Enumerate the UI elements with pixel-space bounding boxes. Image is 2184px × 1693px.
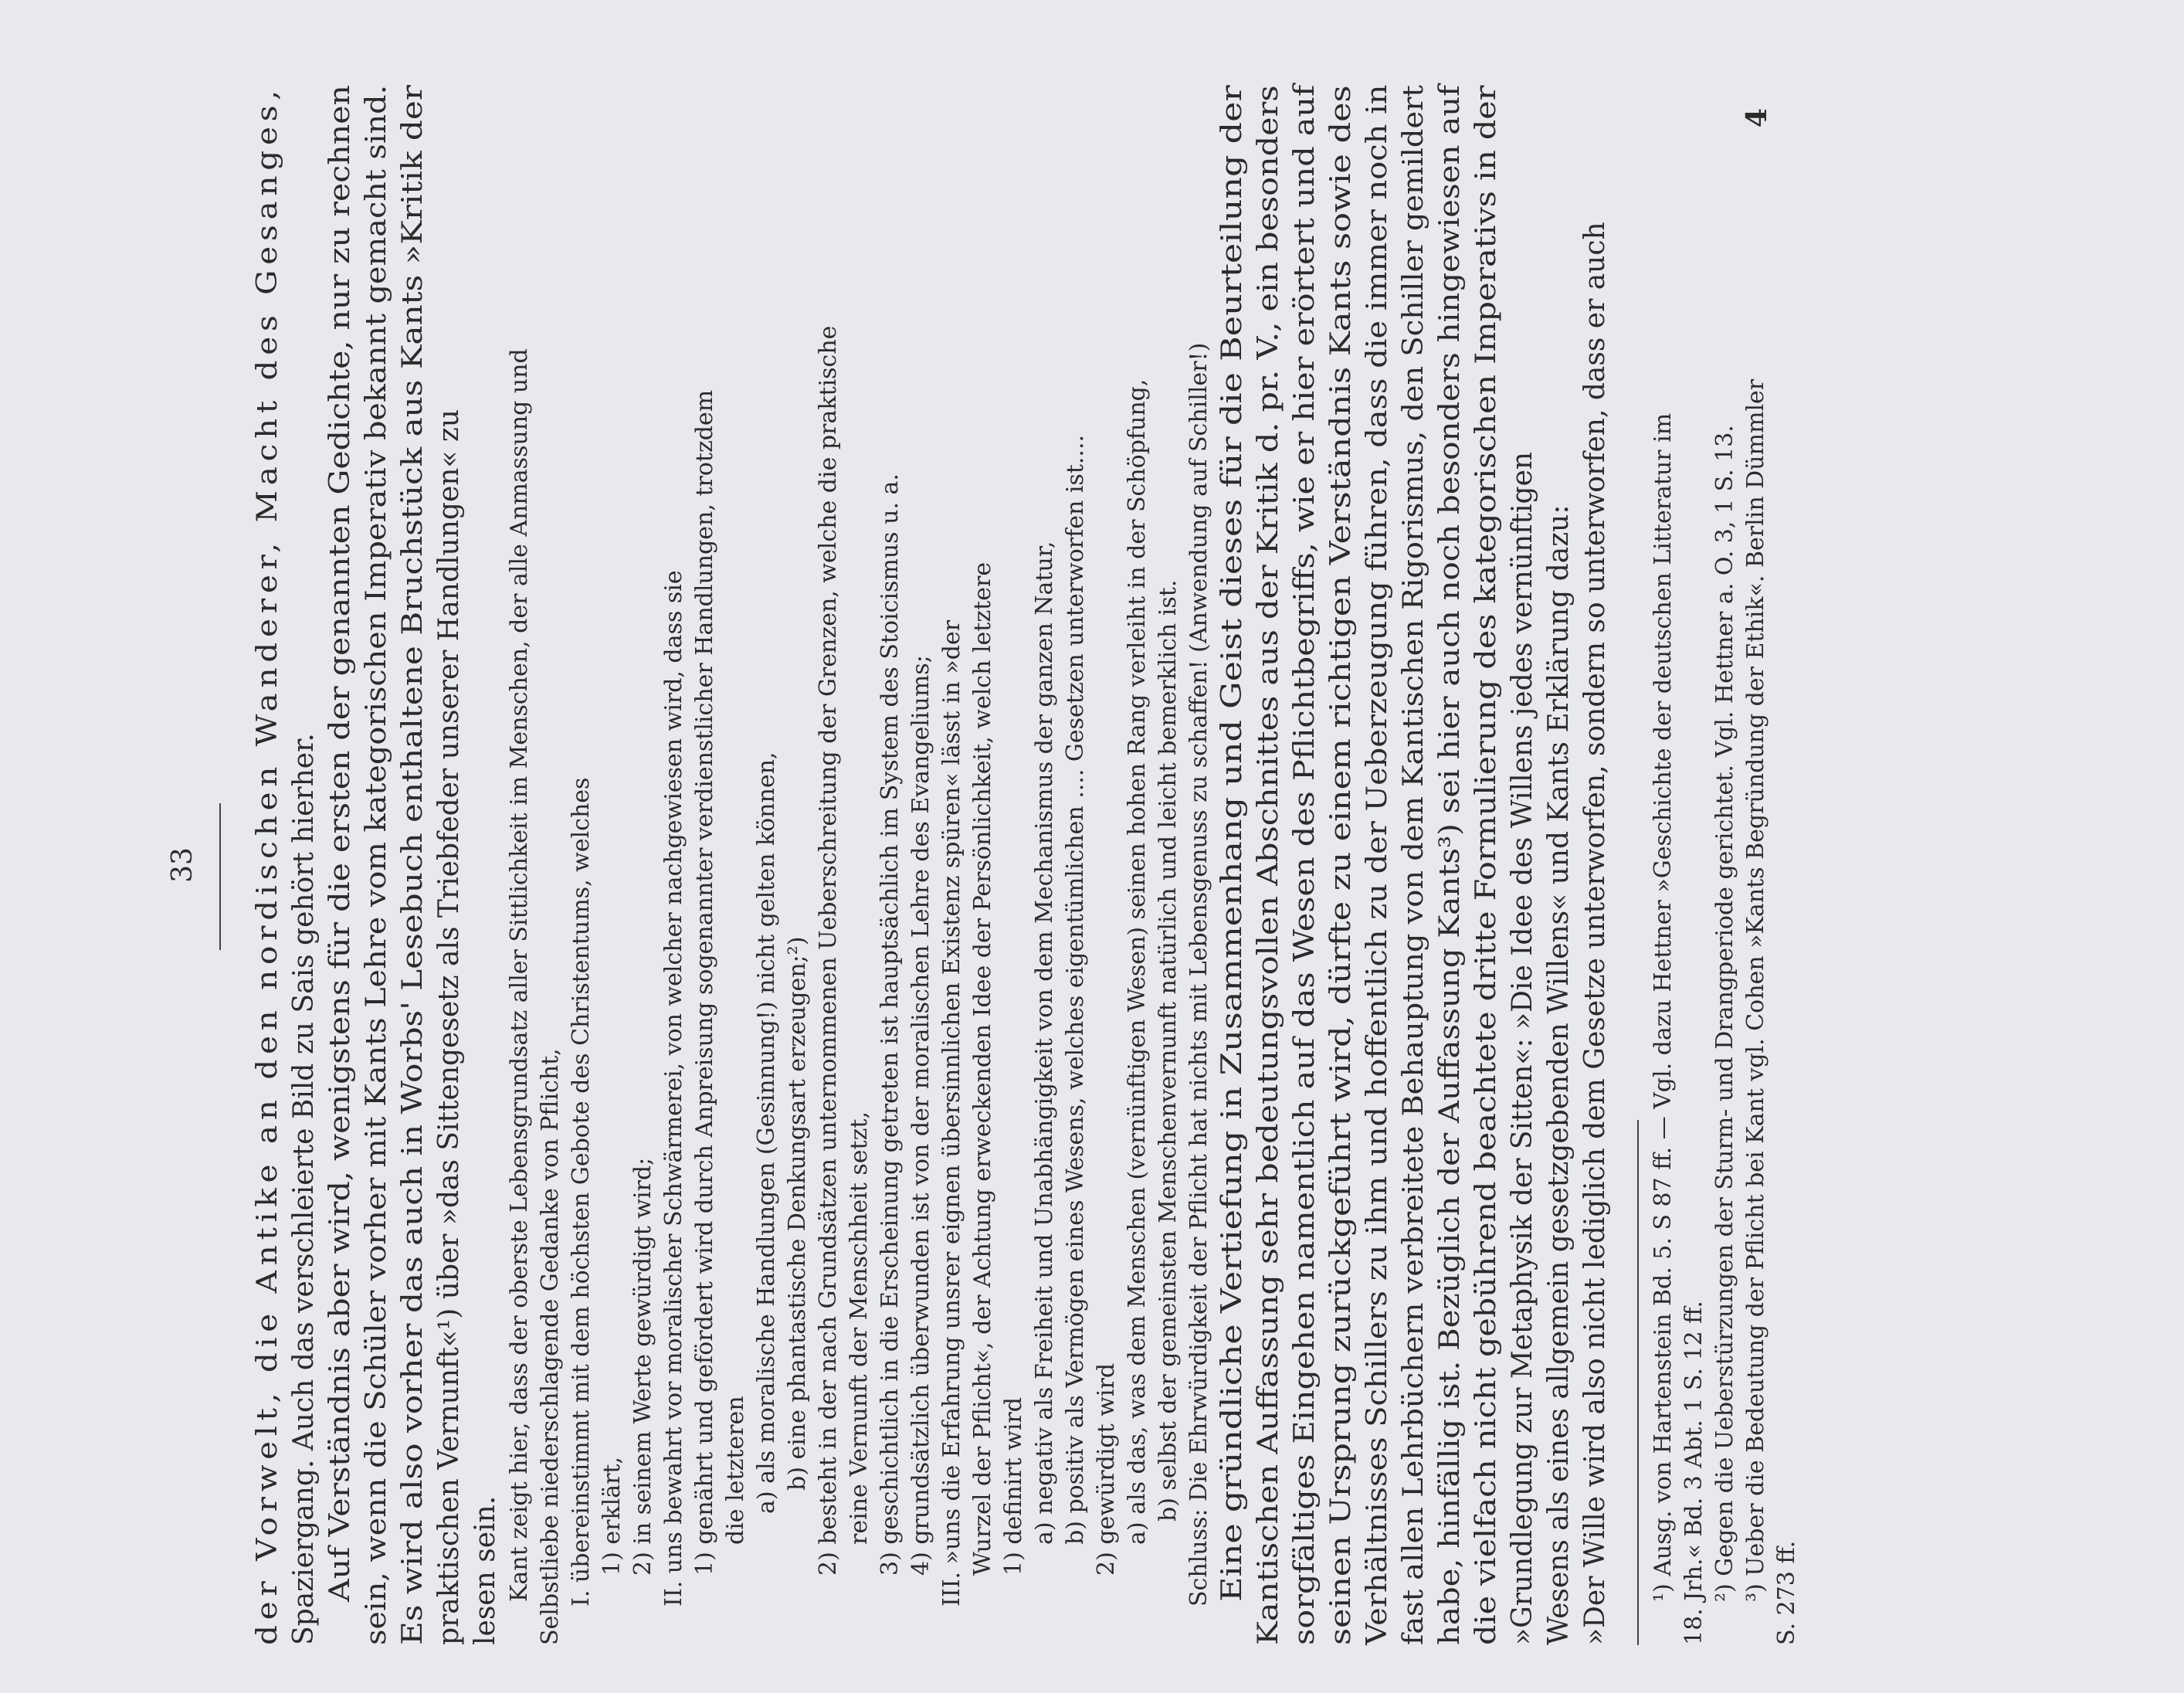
text-line: 2) gewürdigt wird xyxy=(1093,1362,1120,1576)
text-line: seinen Ursprung zurückgeführt wird, dürfte zu einem richtigen Verständnis Kants sowie des xyxy=(1325,85,1357,1645)
text-line: b) positiv als Vermögen eines Wesens, welches eigentümlichen .... Gesetzen unterworfen ist.... xyxy=(1062,434,1089,1545)
text-line: 1) genährt und gefördert wird durch Anpreisung sogenannter verdienstlicher Handlungen, trotzdem xyxy=(691,389,718,1576)
text-line: reine Vernunft der Menschheit setzt, xyxy=(846,1111,873,1545)
text-line: der Vorwelt, die Antike an den nordischen Wanderer, Macht des Gesanges, xyxy=(252,85,283,1645)
signature-mark: 4 xyxy=(1741,108,1773,128)
page-number: 33 xyxy=(167,847,198,883)
text-line: 2) in seinem Werte gewürdigt wird; xyxy=(629,1157,656,1576)
footnote-line: S. 273 ff. xyxy=(1773,1540,1800,1645)
text-line: die vielfach nicht gebührend beachtete dritte Formulierung des kategorischen Imperativs in der xyxy=(1470,85,1502,1645)
text-line: 2) besteht in der nach Grundsätzen unternommenen Ueberschreitung der Grenzen, welche die praktische xyxy=(815,325,842,1576)
text-line: I. übereinstimmt mit dem höchsten Gebote des Christentums, welches xyxy=(568,777,595,1606)
footnote-line: 18. Jrh.« Bd. 3 Abt. 1 S. 12 ff. xyxy=(1680,1301,1708,1645)
text-line: sein, wenn die Schüler vorher mit Kants Lehre vom kategorischen Imperativ bekannt gemacht sind. xyxy=(361,84,392,1645)
page-number-rule xyxy=(219,803,221,950)
text-line: II. uns bewahrt vor moralischer Schwärmerei, von welcher nachgewiesen wird, dass sie xyxy=(660,570,687,1606)
text-line: »Der Wille wird also nicht lediglich dem Gesetze unterworfen, sondern so unterworfen, dass er auch xyxy=(1579,222,1611,1645)
text-line: Wurzel der Pflicht«, der Achtung erweckenden Idee der Persönlichkeit, welch letztere xyxy=(969,562,996,1576)
text-line: 1) erklärt, xyxy=(599,1456,626,1576)
text-line: Auf Verständnis aber wird, wenigstens für die ersten der genannten Gedichte, nur zu rechnen xyxy=(324,85,356,1602)
text-line: Verhältnisses Schillers zu ihm und hoffentlich zu der Ueberzeugung führen, dass die immer noch in xyxy=(1362,84,1393,1645)
text-line: 4) grundsätzlich überwunden ist von der moralischen Lehre des Evangeliums; xyxy=(907,655,934,1576)
text-line: a) als moralische Handlungen (Gesinnung!) nicht gelten können, xyxy=(753,752,780,1514)
text-line: Kant zeigt hier, dass der oberste Lebensgrundsatz aller Sittlichkeit im Menschen, der alle Anmassung und xyxy=(506,348,533,1602)
text-line: 1) definirt wird xyxy=(1000,1397,1027,1576)
footnote-line: ³) Ueber die Bedeutung der Pflicht bei Kant vgl. Cohen »Kants Begründung der Ethik«. Berlin Dümmler xyxy=(1742,378,1769,1602)
text-line: Eine gründliche Vertiefung in Zusammenhang und Geist dieses für die Beurteilung der xyxy=(1216,85,1248,1602)
text-line: III. »uns die Erfahrung unsrer eignen übersinnlichen Existenz spüren« lässt in »der xyxy=(938,619,965,1606)
text-line: Schluss: Die Ehrwürdigkeit der Pflicht hat nichts mit Lebensgenuss zu schaffen! (Anwendung auf Schiller!) xyxy=(1185,342,1212,1606)
text-line: sorgfältiges Eingehen namentlich auf das Wesen des Pflichtbegriffs, wie er hier erörtert und auf xyxy=(1289,84,1321,1645)
text-line: Es wird also vorher das auch in Worbs' Lesebuch enthaltene Bruchstück aus Kants »Kritik der xyxy=(397,85,429,1645)
text-line: a) als das, was dem Menschen (vernünftigen Wesen) seinen hohen Rang verleiht in der Schöpfung, xyxy=(1124,378,1151,1545)
text-line: b) eine phantastische Denkungsart erzeugen;²) xyxy=(784,936,811,1491)
text-line: a) negativ als Freiheit und Unabhängigkeit von dem Mechanismus der ganzen Natur, xyxy=(1031,541,1058,1545)
text-line: »Grundlegung zur Metaphysik der Sitten«: »Die Idee des Willens jedes vernünftigen xyxy=(1507,451,1538,1645)
rotated-text-block xyxy=(167,85,2051,1645)
text-line: fast allen Lehrbüchern verbreitete Behauptung von dem Kantischen Rigorismus, den Schiller gemildert xyxy=(1398,85,1429,1645)
text-line: b) selbst der gemeinsten Menschenvernunft natürlich und leicht bemerklich ist. xyxy=(1155,579,1182,1522)
footnote-rule xyxy=(1637,1120,1639,1645)
footnote-line: ²) Gegen die Ueberstürzungen der Sturm- und Drangperiode gerichtet. Vgl. Hettner a. O. 3, 1 S. 13. xyxy=(1711,425,1738,1602)
text-line: 3) geschichtlich in die Erscheinung getreten ist hauptsächlich im System des Stoicismus u. a. xyxy=(877,473,904,1576)
text-line: Wesens als eines allgemein gesetzgebenden Willens« und Kants Erklärung dazu: xyxy=(1543,504,1575,1645)
text-line: praktischen Vernunft«¹) über »das Sittengesetz als Triebfeder unserer Handlungen« zu xyxy=(433,409,465,1645)
text-line: habe, hinfällig ist. Bezüglich der Auffassung Kants³) sei hier auch noch besonders hingewiesen auf xyxy=(1434,84,1466,1645)
text-line: lesen sein. xyxy=(470,1495,501,1645)
text-line: Selbstliebe niederschlagende Gedanke von Pflicht, xyxy=(537,1048,564,1645)
text-line: Kantischen Auffassung sehr bedeutungsvollen Abschnittes aus der Kritik d. pr. V., ein besonders xyxy=(1253,85,1284,1645)
text-line: Spaziergang. Auch das verschleierte Bild zu Sais gehört hierher. xyxy=(288,733,320,1645)
text-line: die letzteren xyxy=(722,1396,749,1545)
footnote-line: ¹) Ausg. von Hartenstein Bd. 5. S 87 ff. — Vgl. dazu Hettner »Geschichte der deutschen Litteratur im xyxy=(1650,412,1677,1602)
